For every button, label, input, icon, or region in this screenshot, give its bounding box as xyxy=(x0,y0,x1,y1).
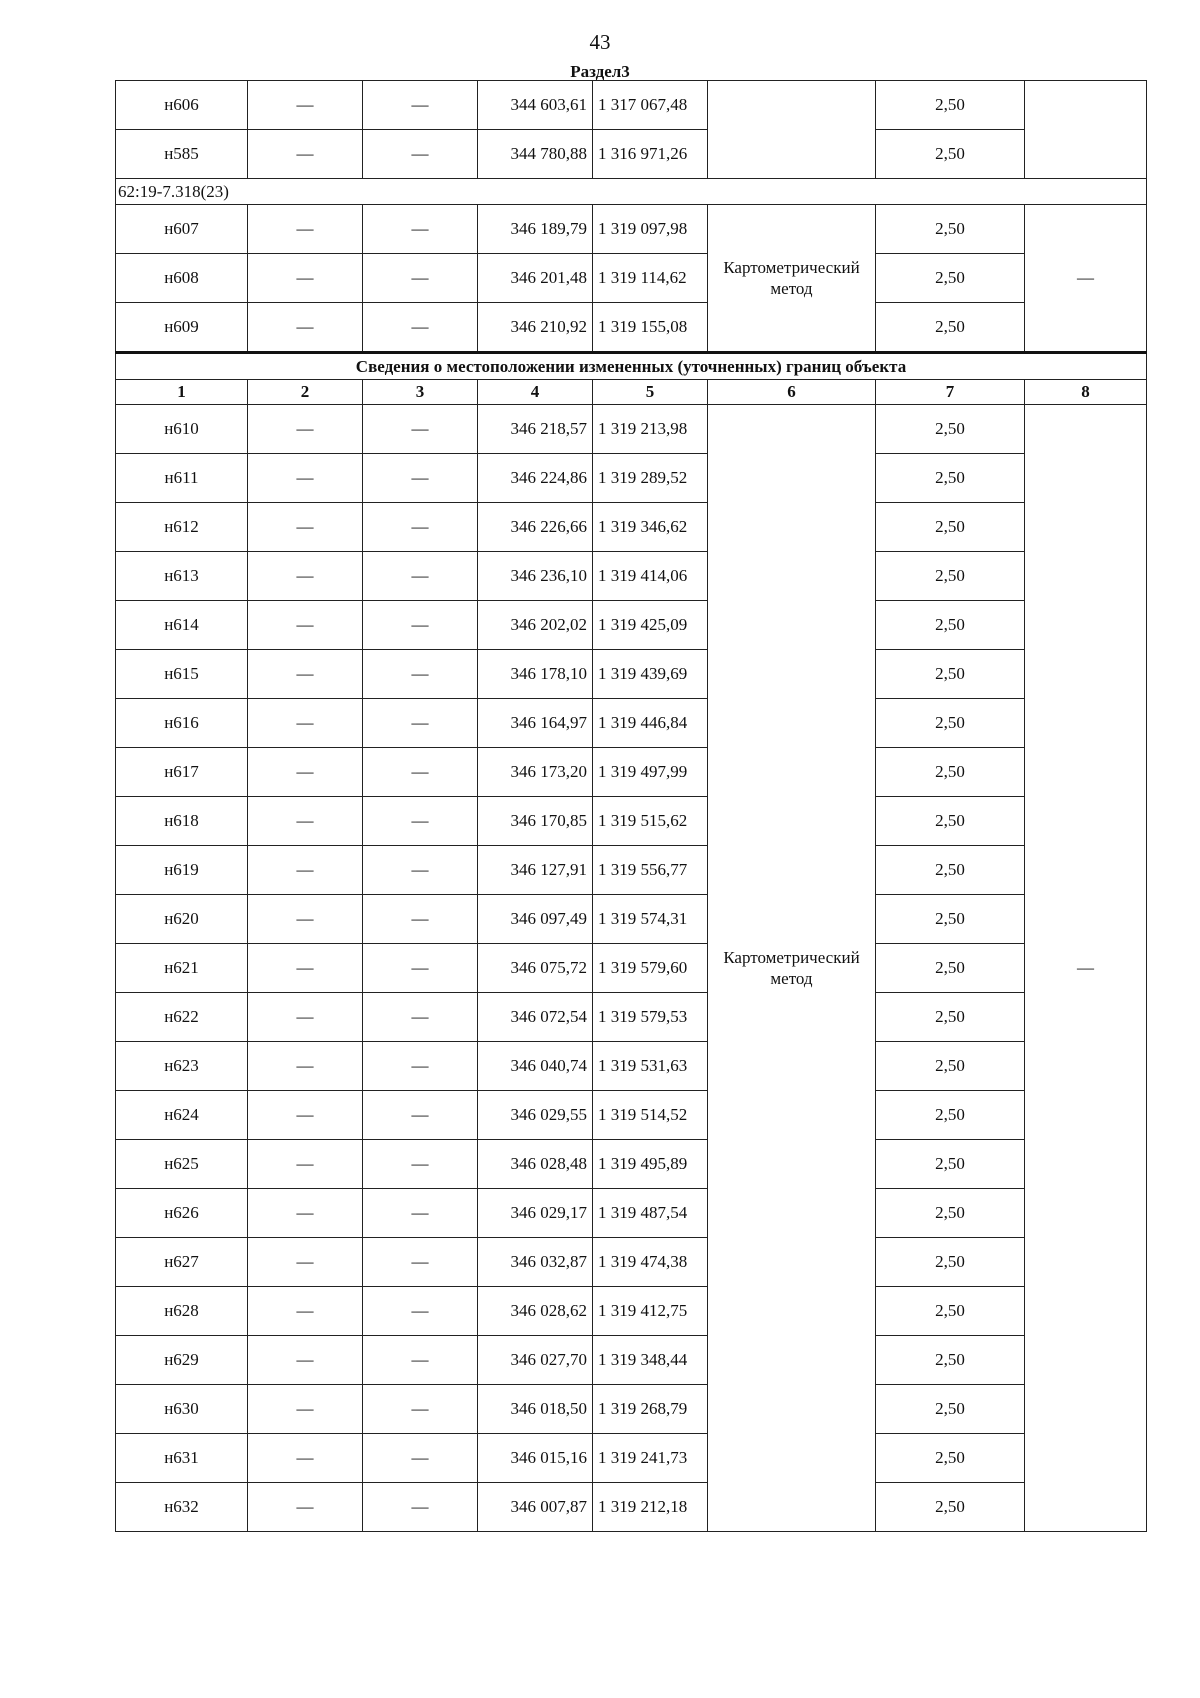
accuracy-cell: 2,50 xyxy=(876,503,1025,552)
column-number: 2 xyxy=(248,380,363,405)
dash-cell: — xyxy=(363,1336,478,1385)
table-row xyxy=(116,303,1147,353)
dash-cell: — xyxy=(248,1385,363,1434)
y-coordinate-cell: 1 319 289,52 xyxy=(593,454,708,503)
y-coordinate-cell: 1 319 579,53 xyxy=(593,993,708,1042)
dash-cell: — xyxy=(363,650,478,699)
dash-cell: — xyxy=(363,1483,478,1532)
note-dash-cell: — xyxy=(1025,405,1147,1532)
table-row xyxy=(116,1336,1147,1385)
table-row xyxy=(116,1140,1147,1189)
point-name-cell: н632 xyxy=(116,1483,248,1532)
dash-cell: — xyxy=(248,944,363,993)
column-number: 7 xyxy=(876,380,1025,405)
point-name-cell: н630 xyxy=(116,1385,248,1434)
y-coordinate-cell: 1 319 474,38 xyxy=(593,1238,708,1287)
note-cell-empty xyxy=(1025,81,1147,179)
x-coordinate-cell: 346 075,72 xyxy=(478,944,593,993)
dash-cell: — xyxy=(363,1042,478,1091)
table-row xyxy=(116,503,1147,552)
table-row xyxy=(116,205,1147,254)
x-coordinate-cell: 346 164,97 xyxy=(478,699,593,748)
dash-cell: — xyxy=(363,1287,478,1336)
accuracy-cell: 2,50 xyxy=(876,1189,1025,1238)
dash-cell: — xyxy=(248,454,363,503)
y-coordinate-cell: 1 319 213,98 xyxy=(593,405,708,454)
x-coordinate-cell: 346 210,92 xyxy=(478,303,593,353)
point-name-cell: н615 xyxy=(116,650,248,699)
accuracy-cell: 2,50 xyxy=(876,797,1025,846)
table-row xyxy=(116,797,1147,846)
accuracy-cell: 2,50 xyxy=(876,1385,1025,1434)
accuracy-cell: 2,50 xyxy=(876,205,1025,254)
dash-cell: — xyxy=(248,1189,363,1238)
y-coordinate-cell: 1 319 574,31 xyxy=(593,895,708,944)
point-name-cell: н607 xyxy=(116,205,248,254)
dash-cell: — xyxy=(363,944,478,993)
table-row xyxy=(116,601,1147,650)
page-number: 43 xyxy=(589,30,611,54)
column-number: 4 xyxy=(478,380,593,405)
dash-cell: — xyxy=(363,1238,478,1287)
table-row xyxy=(116,1189,1147,1238)
y-coordinate-cell: 1 319 348,44 xyxy=(593,1336,708,1385)
dash-cell: — xyxy=(248,1238,363,1287)
accuracy-cell: 2,50 xyxy=(876,254,1025,303)
accuracy-cell: 2,50 xyxy=(876,944,1025,993)
column-number: 6 xyxy=(708,380,876,405)
point-name-cell: н610 xyxy=(116,405,248,454)
y-coordinate-cell: 1 316 971,26 xyxy=(593,130,708,179)
accuracy-cell: 2,50 xyxy=(876,1336,1025,1385)
y-coordinate-cell: 1 319 414,06 xyxy=(593,552,708,601)
y-coordinate-cell: 1 319 487,54 xyxy=(593,1189,708,1238)
dash-cell: — xyxy=(248,748,363,797)
y-coordinate-cell: 1 319 514,52 xyxy=(593,1091,708,1140)
point-name-cell: н631 xyxy=(116,1434,248,1483)
y-coordinate-cell: 1 319 155,08 xyxy=(593,303,708,353)
x-coordinate-cell: 346 028,48 xyxy=(478,1140,593,1189)
y-coordinate-cell: 1 319 495,89 xyxy=(593,1140,708,1189)
dash-cell: — xyxy=(248,601,363,650)
x-coordinate-cell: 346 173,20 xyxy=(478,748,593,797)
accuracy-cell: 2,50 xyxy=(876,1238,1025,1287)
table-row xyxy=(116,944,1147,993)
accuracy-cell: 2,50 xyxy=(876,895,1025,944)
dash-cell: — xyxy=(363,303,478,353)
dash-cell: — xyxy=(248,993,363,1042)
dash-cell: — xyxy=(363,993,478,1042)
accuracy-cell: 2,50 xyxy=(876,993,1025,1042)
dash-cell: — xyxy=(248,1434,363,1483)
method-line-1: Картометрический xyxy=(723,258,860,277)
x-coordinate-cell: 346 127,91 xyxy=(478,846,593,895)
dash-cell: — xyxy=(363,552,478,601)
dash-cell: — xyxy=(363,748,478,797)
method-line-2: метод xyxy=(770,969,813,988)
point-name-cell: н614 xyxy=(116,601,248,650)
point-name-cell: н617 xyxy=(116,748,248,797)
method-line-2: метод xyxy=(770,279,813,298)
accuracy-cell: 2,50 xyxy=(876,552,1025,601)
y-coordinate-cell: 1 319 497,99 xyxy=(593,748,708,797)
accuracy-cell: 2,50 xyxy=(876,650,1025,699)
accuracy-cell: 2,50 xyxy=(876,1091,1025,1140)
object-label: 62:19-7.318(23) xyxy=(116,179,1147,205)
x-coordinate-cell: 346 202,02 xyxy=(478,601,593,650)
point-name-cell: н613 xyxy=(116,552,248,601)
dash-cell: — xyxy=(363,503,478,552)
point-name-cell: н609 xyxy=(116,303,248,353)
table-row xyxy=(116,1385,1147,1434)
dash-cell: — xyxy=(248,81,363,130)
column-number: 5 xyxy=(593,380,708,405)
y-coordinate-cell: 1 319 268,79 xyxy=(593,1385,708,1434)
point-name-cell: н608 xyxy=(116,254,248,303)
column-number: 3 xyxy=(363,380,478,405)
object-label-row xyxy=(116,179,1147,205)
table-row xyxy=(116,130,1147,179)
x-coordinate-cell: 346 224,86 xyxy=(478,454,593,503)
point-name-cell: н626 xyxy=(116,1189,248,1238)
table-row xyxy=(116,748,1147,797)
column-numbers-row xyxy=(116,380,1147,405)
y-coordinate-cell: 1 319 579,60 xyxy=(593,944,708,993)
dash-cell: — xyxy=(248,254,363,303)
y-coordinate-cell: 1 319 439,69 xyxy=(593,650,708,699)
point-name-cell: н618 xyxy=(116,797,248,846)
dash-cell: — xyxy=(248,303,363,353)
point-name-cell: н611 xyxy=(116,454,248,503)
dash-cell: — xyxy=(248,405,363,454)
table-row xyxy=(116,1287,1147,1336)
point-name-cell: н585 xyxy=(116,130,248,179)
section-title: Раздел3 xyxy=(570,62,630,81)
dash-cell: — xyxy=(363,1434,478,1483)
accuracy-cell: 2,50 xyxy=(876,748,1025,797)
table-row xyxy=(116,254,1147,303)
table-row xyxy=(116,1042,1147,1091)
coordinates-table xyxy=(115,80,1147,1532)
x-coordinate-cell: 346 018,50 xyxy=(478,1385,593,1434)
accuracy-cell: 2,50 xyxy=(876,1287,1025,1336)
accuracy-cell: 2,50 xyxy=(876,303,1025,353)
dash-cell: — xyxy=(363,454,478,503)
table-row xyxy=(116,846,1147,895)
y-coordinate-cell: 1 319 425,09 xyxy=(593,601,708,650)
x-coordinate-cell: 346 218,57 xyxy=(478,405,593,454)
table-row xyxy=(116,552,1147,601)
dash-cell: — xyxy=(363,1140,478,1189)
note-dash-cell: — xyxy=(1025,205,1147,353)
x-coordinate-cell: 346 189,79 xyxy=(478,205,593,254)
section-caption: Сведения о местоположении измененных (уточненных) границ объекта xyxy=(116,353,1147,380)
dash-cell: — xyxy=(363,846,478,895)
x-coordinate-cell: 346 040,74 xyxy=(478,1042,593,1091)
table-row xyxy=(116,993,1147,1042)
point-name-cell: н627 xyxy=(116,1238,248,1287)
point-name-cell: н623 xyxy=(116,1042,248,1091)
y-coordinate-cell: 1 317 067,48 xyxy=(593,81,708,130)
point-name-cell: н606 xyxy=(116,81,248,130)
dash-cell: — xyxy=(248,1140,363,1189)
accuracy-cell: 2,50 xyxy=(876,1140,1025,1189)
point-name-cell: н624 xyxy=(116,1091,248,1140)
x-coordinate-cell: 346 236,10 xyxy=(478,552,593,601)
x-coordinate-cell: 344 603,61 xyxy=(478,81,593,130)
dash-cell: — xyxy=(248,1091,363,1140)
dash-cell: — xyxy=(363,601,478,650)
accuracy-cell: 2,50 xyxy=(876,601,1025,650)
y-coordinate-cell: 1 319 515,62 xyxy=(593,797,708,846)
y-coordinate-cell: 1 319 212,18 xyxy=(593,1483,708,1532)
x-coordinate-cell: 346 226,66 xyxy=(478,503,593,552)
point-name-cell: н629 xyxy=(116,1336,248,1385)
x-coordinate-cell: 346 178,10 xyxy=(478,650,593,699)
x-coordinate-cell: 346 007,87 xyxy=(478,1483,593,1532)
accuracy-cell: 2,50 xyxy=(876,405,1025,454)
point-name-cell: н622 xyxy=(116,993,248,1042)
table-row xyxy=(116,699,1147,748)
dash-cell: — xyxy=(363,699,478,748)
table-row xyxy=(116,1483,1147,1532)
accuracy-cell: 2,50 xyxy=(876,699,1025,748)
dash-cell: — xyxy=(248,895,363,944)
dash-cell: — xyxy=(248,130,363,179)
point-name-cell: н625 xyxy=(116,1140,248,1189)
x-coordinate-cell: 346 028,62 xyxy=(478,1287,593,1336)
method-cell xyxy=(708,405,876,1532)
x-coordinate-cell: 346 015,16 xyxy=(478,1434,593,1483)
x-coordinate-cell: 346 097,49 xyxy=(478,895,593,944)
accuracy-cell: 2,50 xyxy=(876,130,1025,179)
dash-cell: — xyxy=(248,552,363,601)
dash-cell: — xyxy=(248,1287,363,1336)
table-row xyxy=(116,81,1147,130)
dash-cell: — xyxy=(363,1091,478,1140)
y-coordinate-cell: 1 319 241,73 xyxy=(593,1434,708,1483)
method-cell-empty xyxy=(708,81,876,179)
x-coordinate-cell: 344 780,88 xyxy=(478,130,593,179)
dash-cell: — xyxy=(248,846,363,895)
dash-cell: — xyxy=(248,1042,363,1091)
x-coordinate-cell: 346 201,48 xyxy=(478,254,593,303)
method-line-1: Картометрический xyxy=(723,948,860,967)
dash-cell: — xyxy=(363,254,478,303)
dash-cell: — xyxy=(363,895,478,944)
table-row xyxy=(116,405,1147,454)
point-name-cell: н616 xyxy=(116,699,248,748)
table-row xyxy=(116,895,1147,944)
x-coordinate-cell: 346 170,85 xyxy=(478,797,593,846)
table-row xyxy=(116,650,1147,699)
table-row xyxy=(116,1091,1147,1140)
table-row xyxy=(116,1238,1147,1287)
y-coordinate-cell: 1 319 531,63 xyxy=(593,1042,708,1091)
accuracy-cell: 2,50 xyxy=(876,1042,1025,1091)
accuracy-cell: 2,50 xyxy=(876,454,1025,503)
point-name-cell: н619 xyxy=(116,846,248,895)
x-coordinate-cell: 346 029,55 xyxy=(478,1091,593,1140)
x-coordinate-cell: 346 029,17 xyxy=(478,1189,593,1238)
y-coordinate-cell: 1 319 114,62 xyxy=(593,254,708,303)
table-row xyxy=(116,454,1147,503)
column-number: 1 xyxy=(116,380,248,405)
dash-cell: — xyxy=(248,205,363,254)
x-coordinate-cell: 346 032,87 xyxy=(478,1238,593,1287)
table-row xyxy=(116,1434,1147,1483)
dash-cell: — xyxy=(248,650,363,699)
dash-cell: — xyxy=(248,1483,363,1532)
table-body xyxy=(116,81,1147,1532)
y-coordinate-cell: 1 319 446,84 xyxy=(593,699,708,748)
dash-cell: — xyxy=(363,81,478,130)
point-name-cell: н628 xyxy=(116,1287,248,1336)
y-coordinate-cell: 1 319 346,62 xyxy=(593,503,708,552)
x-coordinate-cell: 346 027,70 xyxy=(478,1336,593,1385)
dash-cell: — xyxy=(363,797,478,846)
x-coordinate-cell: 346 072,54 xyxy=(478,993,593,1042)
dash-cell: — xyxy=(248,699,363,748)
y-coordinate-cell: 1 319 412,75 xyxy=(593,1287,708,1336)
point-name-cell: н621 xyxy=(116,944,248,993)
point-name-cell: н620 xyxy=(116,895,248,944)
dash-cell: — xyxy=(363,1189,478,1238)
accuracy-cell: 2,50 xyxy=(876,1434,1025,1483)
dash-cell: — xyxy=(363,1385,478,1434)
dash-cell: — xyxy=(363,205,478,254)
y-coordinate-cell: 1 319 097,98 xyxy=(593,205,708,254)
dash-cell: — xyxy=(248,503,363,552)
method-cell xyxy=(708,205,876,353)
accuracy-cell: 2,50 xyxy=(876,1483,1025,1532)
dash-cell: — xyxy=(248,797,363,846)
column-number: 8 xyxy=(1025,380,1147,405)
dash-cell: — xyxy=(248,1336,363,1385)
section-caption-row xyxy=(116,353,1147,380)
accuracy-cell: 2,50 xyxy=(876,846,1025,895)
accuracy-cell: 2,50 xyxy=(876,81,1025,130)
y-coordinate-cell: 1 319 556,77 xyxy=(593,846,708,895)
dash-cell: — xyxy=(363,405,478,454)
point-name-cell: н612 xyxy=(116,503,248,552)
dash-cell: — xyxy=(363,130,478,179)
